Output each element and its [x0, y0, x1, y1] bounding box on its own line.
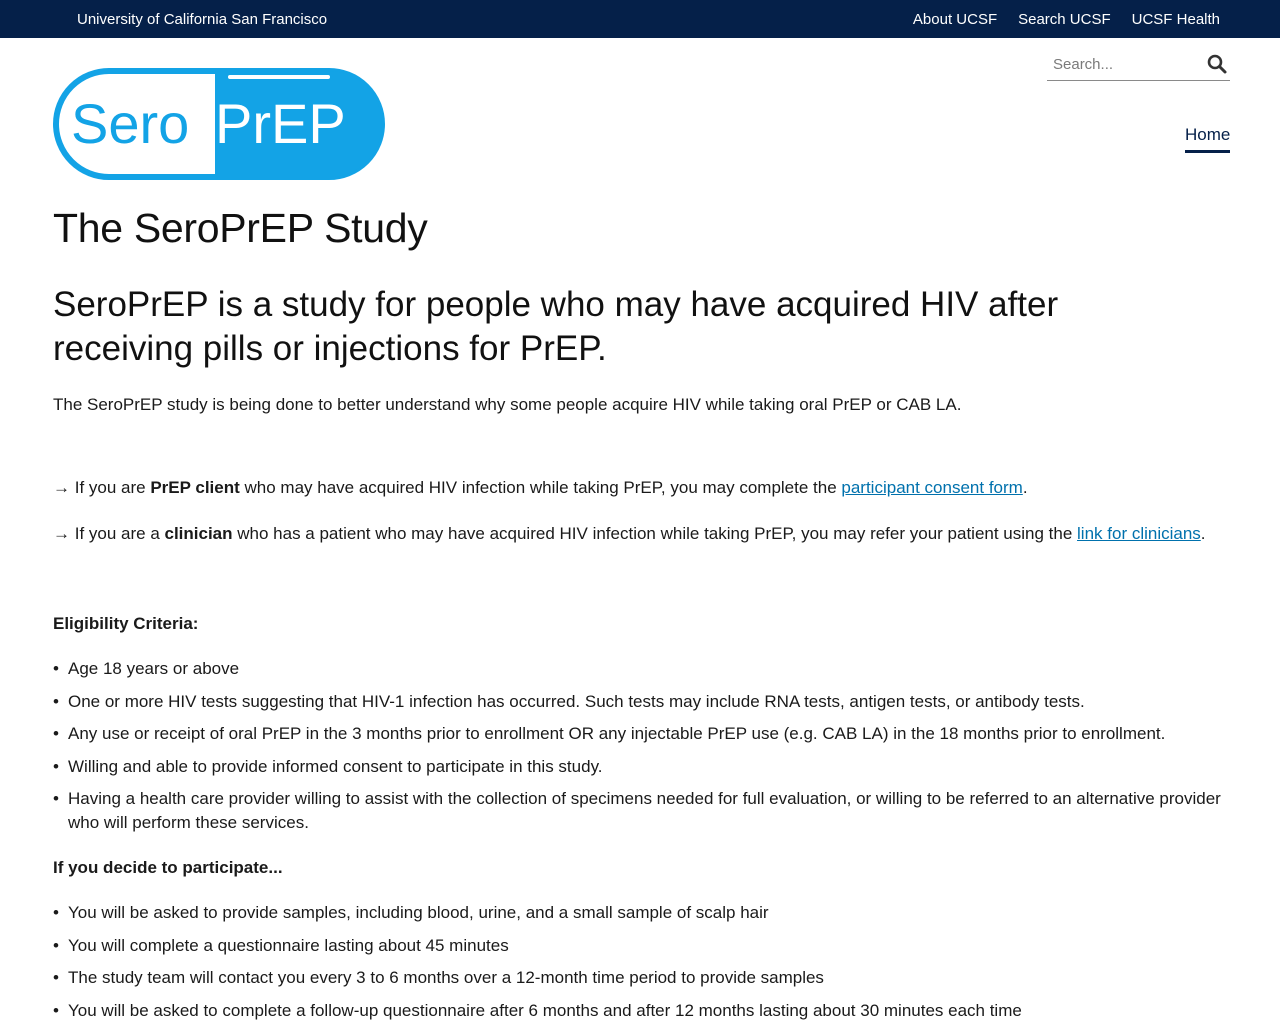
eligibility-list — [53, 657, 1233, 844]
search-ucsf-link[interactable]: Search UCSF — [1018, 11, 1111, 28]
ucsf-health-link[interactable]: UCSF Health — [1131, 11, 1220, 28]
about-ucsf-link[interactable]: About UCSF — [912, 11, 998, 28]
list-item: • Any use or receipt of oral PrEP in the 3 months prior to enrollment OR any injectable PrEP use (e.g. CAB LA) in the 18 months prior to enrollment. — [53, 722, 1233, 746]
list-item: • One or more HIV tests suggesting that HIV-1 infection has occurred. Such tests may include RNA tests, antigen tests, or antibody tests. — [53, 690, 1233, 714]
page-subtitle: SeroPrEP is a study for people who may have acquired HIV after receiving pills or injections for PrEP. — [53, 285, 1059, 368]
clinician-line: → If you are a clinician who has a patient who may have acquired HIV infection while taking PrEP, you may refer your patient using the link for clinicians. — [53, 524, 1206, 543]
page-title: The SeroPrEP Study — [53, 205, 428, 251]
search-icon[interactable] — [1206, 53, 1228, 75]
list-item: • You will complete a questionnaire lasting about 45 minutes — [53, 934, 1233, 958]
clinicians-link[interactable]: link for clinicians — [1077, 524, 1201, 543]
participate-heading: If you decide to participate... — [53, 858, 283, 877]
client-line: → If you are PrEP client who may have acquired HIV infection while taking PrEP, you may complete the participant consent form. — [53, 478, 1028, 497]
participate-list — [53, 901, 1233, 1031]
participant-consent-form-link[interactable]: participant consent form — [841, 478, 1023, 497]
top-bar — [0, 0, 1280, 38]
intro-text: The SeroPrEP study is being done to better understand why some people acquire HIV while taking oral PrEP or CAB LA. — [53, 395, 962, 414]
list-item: • Having a health care provider willing to assist with the collection of specimens needed for full evaluation, or willing to be referred to an alternative provider who will perform these services. — [53, 787, 1233, 835]
main-content — [53, 205, 1233, 1020]
logo-text-sero: Sero — [71, 92, 190, 155]
nav-home-link[interactable]: Home — [1185, 125, 1230, 153]
logo-text-prep: PrEP — [215, 92, 346, 155]
list-item: • You will be asked to complete a follow-up questionnaire after 6 months and after 12 months lasting about 30 minutes each time — [53, 999, 1233, 1023]
search-input[interactable] — [1047, 52, 1209, 76]
site-search — [1047, 50, 1230, 81]
list-item: • You will be asked to provide samples, including blood, urine, and a small sample of scalp hair — [53, 901, 1233, 925]
top-bar-links — [913, 11, 1220, 28]
eligibility-heading: Eligibility Criteria: — [53, 614, 199, 633]
list-item: • Willing and able to provide informed consent to participate in this study. — [53, 755, 1233, 779]
list-item: • Age 18 years or above — [53, 657, 1233, 681]
ucsf-home-link[interactable]: University of California San Francisco — [77, 11, 328, 28]
seroprep-logo[interactable] — [53, 68, 385, 180]
list-item: • The study team will contact you every 3 to 6 months over a 12-month time period to provide samples — [53, 966, 1233, 990]
